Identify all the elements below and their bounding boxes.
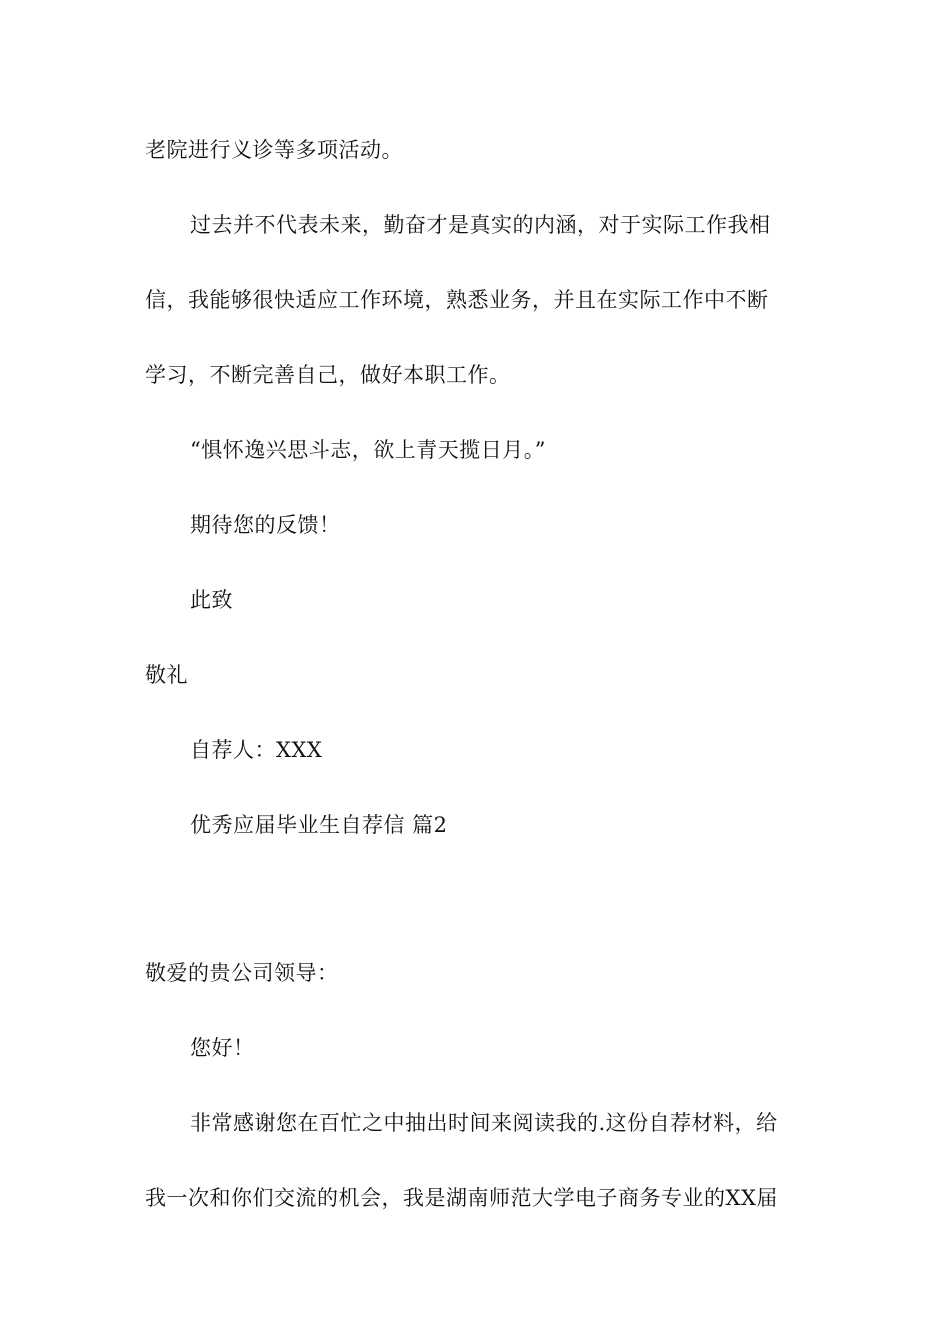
salutation-ci-zhi: 此致 xyxy=(190,588,233,612)
section-heading: 优秀应届毕业生自荐信 篇2 xyxy=(190,813,448,837)
quote-line: “惧怀逸兴思斗志，欲上青天揽日月。” xyxy=(190,438,546,462)
greeting-addressee: 敬爱的贵公司领导： xyxy=(145,961,339,985)
paragraph-line: 老院进行义诊等多项活动。 xyxy=(145,138,403,162)
paragraph-line: 我一次和你们交流的机会，我是湖南师范大学电子商务专业的XX届 xyxy=(145,1186,778,1210)
paragraph-line: 学习，不断完善自己，做好本职工作。 xyxy=(145,363,511,387)
greeting-hello: 您好！ xyxy=(190,1036,255,1060)
closing-line: 期待您的反馈！ xyxy=(190,513,341,537)
paragraph-line: 非常感谢您在百忙之中抽出时间来阅读我的.这份自荐材料，给 xyxy=(190,1111,778,1135)
paragraph-line: 信，我能够很快适应工作环境，熟悉业务，并且在实际工作中不断 xyxy=(145,288,769,312)
salutation-jing-li: 敬礼 xyxy=(145,663,188,687)
signature-line: 自荐人：XXX xyxy=(190,738,323,762)
paragraph-line: 过去并不代表未来，勤奋才是真实的内涵，对于实际工作我相 xyxy=(190,213,771,237)
